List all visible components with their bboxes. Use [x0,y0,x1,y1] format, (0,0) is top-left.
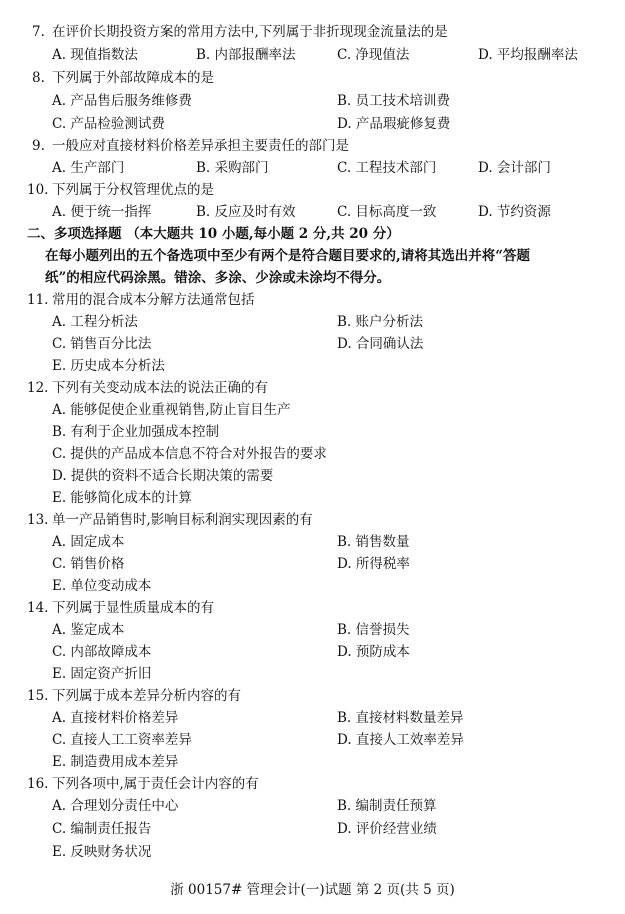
question-number: 12. [27,380,49,396]
question-8 [0,67,625,89]
option-c: C. 目标高度一致 [337,204,437,220]
question-number: 14. [27,600,49,616]
option-a: A. 固定成本 [52,534,125,550]
question-15-options-row1 [0,707,625,729]
option-b: B. 内部报酬率法 [196,47,296,63]
option-e: E. 历史成本分析法 [52,358,165,374]
option-c: C. 内部故障成本 [52,644,152,660]
question-12-option-d [0,465,625,487]
option-b: B. 销售数量 [337,534,410,550]
section-instructions-2 [0,267,625,289]
question-10-options [0,201,625,223]
question-13 [0,509,625,531]
question-16-options-row2 [0,818,625,840]
question-16 [0,773,625,795]
question-15-options-row3 [0,751,625,773]
option-c: C. 销售百分比法 [52,336,152,352]
question-12-option-c [0,443,625,465]
question-8-options-row2 [0,113,625,135]
question-14 [0,597,625,619]
option-c: C. 直接人工工资率差异 [52,732,192,748]
question-11 [0,289,625,311]
question-8-options-row1 [0,90,625,112]
question-12-option-a [0,399,625,421]
question-13-options-row1 [0,531,625,553]
option-a: A. 现值指数法 [52,47,138,63]
question-13-options-row3 [0,575,625,597]
option-c: C. 产品检验测试费 [52,116,165,132]
option-a: A. 合理划分责任中心 [52,798,179,814]
option-a: A. 便于统一指挥 [52,204,152,220]
question-13-options-row2 [0,553,625,575]
question-11-options-row3 [0,355,625,377]
question-11-options-row2 [0,333,625,355]
option-d: D. 所得税率 [337,556,410,572]
question-9-options [0,157,625,179]
question-15-options-row2 [0,729,625,751]
instruction-text: 在每小题列出的五个备选项中至少有两个是符合题目要求的,请将其选出并将“答题 [45,248,530,264]
question-9 [0,135,625,157]
question-number: 11. [27,292,49,308]
option-a: A. 生产部门 [52,160,125,176]
option-b: B. 采购部门 [196,160,269,176]
option-c: C. 编制责任报告 [52,821,152,837]
option-d: D. 直接人工效率差异 [337,732,464,748]
section-heading [0,223,625,245]
question-text: 下列各项中,属于责任会计内容的有 [52,776,259,792]
option-a: A. 能够促使企业重视销售,防止盲目生产 [52,402,291,418]
section-instructions-1 [0,245,625,267]
option-e: E. 反映财务状况 [52,844,152,860]
question-text: 下列属于分权管理优点的是 [52,182,214,198]
option-a: A. 工程分析法 [52,314,138,330]
question-text: 下列属于外部故障成本的是 [52,70,214,86]
option-d: D. 会计部门 [478,160,551,176]
question-14-options-row2 [0,641,625,663]
option-d: D. 评价经营业绩 [337,821,437,837]
page-footer: 浙 00157# 管理会计(一)试题 第 2 页(共 5 页) [170,882,455,898]
question-15 [0,685,625,707]
option-d: D. 产品瑕疵修复费 [337,116,451,132]
question-number: 10. [27,182,49,198]
question-text: 一般应对直接材料价格差异承担主要责任的部门是 [52,138,349,154]
option-d: D. 节约资源 [478,204,551,220]
option-b: B. 有利于企业加强成本控制 [52,424,220,440]
option-b: B. 编制责任预算 [337,798,437,814]
question-text: 常用的混合成本分解方法通常包括 [52,292,255,308]
option-e: E. 固定资产折旧 [52,666,152,682]
option-c: C. 净现值法 [337,47,410,63]
option-e: E. 能够简化成本的计算 [52,490,192,506]
section-title: 二、多项选择题 （本大题共 10 小题,每小题 2 分,共 20 分） [27,226,400,242]
option-b: B. 反应及时有效 [196,204,296,220]
question-14-options-row1 [0,619,625,641]
question-number: 16. [27,776,49,792]
question-number: 7. [32,24,45,40]
question-12 [0,377,625,399]
option-b: B. 账户分析法 [337,314,424,330]
option-d: D. 平均报酬率法 [478,47,578,63]
question-11-options-row1 [0,311,625,333]
option-c: C. 提供的产品成本信息不符合对外报告的要求 [52,446,327,462]
question-12-option-e [0,487,625,509]
option-b: B. 信誉损失 [337,622,410,638]
option-e: E. 制造费用成本差异 [52,754,179,770]
question-16-options-row1 [0,795,625,817]
question-number: 9. [32,138,45,154]
question-text: 单一产品销售时,影响目标利润实现因素的有 [52,512,313,528]
option-c: C. 工程技术部门 [337,160,437,176]
option-b: B. 直接材料数量差异 [337,710,464,726]
question-text: 下列属于成本差异分析内容的有 [52,688,241,704]
question-number: 15. [27,688,49,704]
option-a: A. 直接材料价格差异 [52,710,179,726]
question-text: 在评价长期投资方案的常用方法中,下列属于非折现现金流量法的是 [52,24,448,40]
question-number: 13. [27,512,49,528]
option-e: E. 单位变动成本 [52,578,152,594]
option-a: A. 产品售后服务维修费 [52,93,192,109]
question-text: 下列属于显性质量成本的有 [52,600,214,616]
option-d: D. 合同确认法 [337,336,424,352]
question-text: 下列有关变动成本法的说法正确的有 [52,380,268,396]
question-12-option-b [0,421,625,443]
question-7-options [0,44,625,66]
question-number: 8. [32,70,45,86]
option-a: A. 鉴定成本 [52,622,125,638]
instruction-text: 纸”的相应代码涂黑。错涂、多涂、少涂或未涂均不得分。 [45,270,391,286]
option-b: B. 员工技术培训费 [337,93,451,109]
option-d: D. 预防成本 [337,644,410,660]
question-10 [0,179,625,201]
question-16-options-row3 [0,841,625,863]
question-7 [0,21,625,43]
option-d: D. 提供的资料不适合长期决策的需要 [52,468,274,484]
option-c: C. 销售价格 [52,556,125,572]
question-14-options-row3 [0,663,625,685]
